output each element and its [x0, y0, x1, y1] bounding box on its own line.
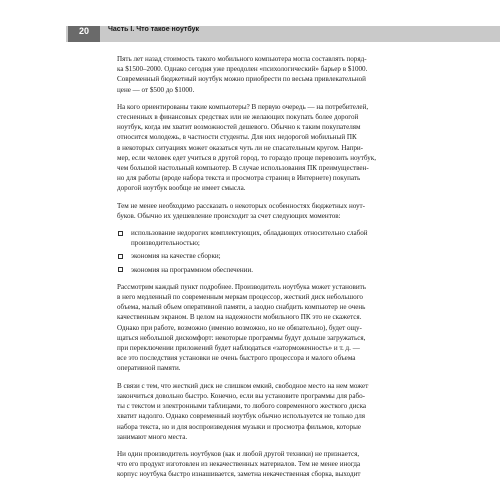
text-line: ты с текстом и электронными таблицами, то любого современного жесткого диска	[117, 402, 367, 411]
page-number: 20	[68, 26, 100, 42]
text-line: набора текста, но и для воспроизведения музыки и просмотра фильмов, которые	[117, 422, 362, 431]
page-body	[117, 54, 463, 487]
text-line: стесненных в финансовых средствах или не желающих покупать более дорогой	[117, 113, 359, 122]
text-line: занимают много места.	[117, 432, 188, 441]
text-line: относится молодежь, в частности студенты. Для них недорогой мобильный ПК	[117, 133, 357, 142]
paragraph-audience	[117, 102, 463, 194]
checkbox-bullet-icon	[118, 267, 123, 272]
list-item	[117, 265, 463, 275]
text-line: чем большой настольный компьютер. В случае использования ПК преимуществен-	[117, 164, 369, 173]
text-line: Тем не менее необходимо рассказать о некоторых особенностях бюджетных ноут-	[117, 201, 366, 210]
text-line: экономия на качестве сборки;	[131, 252, 221, 261]
text-line: но для работы (вроде набора текста и просмотра страниц в Интернете) покупать	[117, 174, 361, 183]
text-line: корпус ноутбука быстро изнашивается, заметна некачественная сборка, выходит	[117, 470, 361, 479]
paragraph-quality	[117, 449, 463, 480]
text-line: щаться небольшой дискомфорт: некоторые программы будут дольше загружаться,	[117, 333, 366, 342]
text-line: Ни один производитель ноутбуков (как и любой другой техники) не признается,	[117, 449, 360, 458]
text-line: ка $1500–2000. Однако сегодня уже преодолен «психологический» барьер в $1000.	[117, 65, 368, 74]
text-line: закончиться довольно быстро. Конечно, если вы установите программы для рабо-	[117, 391, 365, 400]
text-line: использование недорогих комплектующих, обладающих относительно слабой	[131, 229, 368, 238]
list-item	[117, 251, 463, 261]
text-line: объема, малый объем оперативной памяти, а заодно снабдить компьютер не очень	[117, 303, 366, 312]
text-line: Однако при работе, возможно (именно возможно, но не обязательно), будет ощу-	[117, 323, 362, 332]
text-line: что его продукт изготовлен из некачественных материалов. Тем не менее иногда	[117, 460, 361, 469]
checkbox-bullet-icon	[118, 231, 123, 236]
text-line: дорогой ноутбук вообще не имеет смысла.	[117, 184, 246, 193]
text-line: хватит надолго. Однако современный ноутбук обычно используется не только для	[117, 412, 366, 421]
paragraph-components	[117, 282, 463, 374]
text-line: Современный бюджетный ноутбук можно приобрести по весьма привлекательной	[117, 75, 366, 84]
text-line: производительностью;	[131, 239, 200, 248]
text-line: все это последствия установки не очень быстрого процессора и малого объема	[117, 354, 356, 363]
text-line: Пять лет назад стоимость такого мобильного компьютера могла составлять поряд-	[117, 55, 367, 63]
text-line: буков. Обычно их удешевление происходит за счет следующих моментов:	[117, 211, 341, 220]
text-line: в него медленный по современным меркам процессор, жесткий диск небольшого	[117, 293, 363, 302]
text-line: экономия на программном обеспечении.	[131, 265, 254, 274]
paragraph-price	[117, 54, 463, 95]
text-line: ноутбук, когда им хватит возможностей дешевого. Обычно к таким покупателям	[117, 123, 361, 132]
text-line: при переключении приложений будет наблюдаться «заторможенность» и т. д. —	[117, 344, 360, 353]
text-line: цене — от $500 до $1000.	[117, 85, 195, 94]
bullet-list	[117, 228, 463, 275]
text-line: оперативной памяти.	[117, 364, 181, 373]
text-line: В связи с тем, что жесткий диск не слишком емкий, свободное место на нем может	[117, 381, 369, 390]
text-line: качественным экраном. В целом на надежности мобильного ПК это не скажется.	[117, 313, 362, 322]
running-head-title: Часть I. Что такое ноутбук	[108, 26, 199, 33]
text-line: мер, если человек едет учиться в другой город, то гораздо проще перевозить ноутбук,	[117, 153, 377, 162]
paragraph-disk	[117, 381, 463, 442]
paragraph-features-intro	[117, 201, 463, 221]
text-line: в некоторых ситуациях может оказаться чуть ли не спасательным кругом. Напри-	[117, 143, 364, 152]
list-item	[117, 228, 463, 248]
text-line: Рассмотрим каждый пункт подробнее. Производитель ноутбука может установить	[117, 282, 366, 291]
text-line: На кого ориентированы такие компьютеры? В первую очередь — на потребителей,	[117, 102, 369, 111]
checkbox-bullet-icon	[118, 254, 123, 259]
